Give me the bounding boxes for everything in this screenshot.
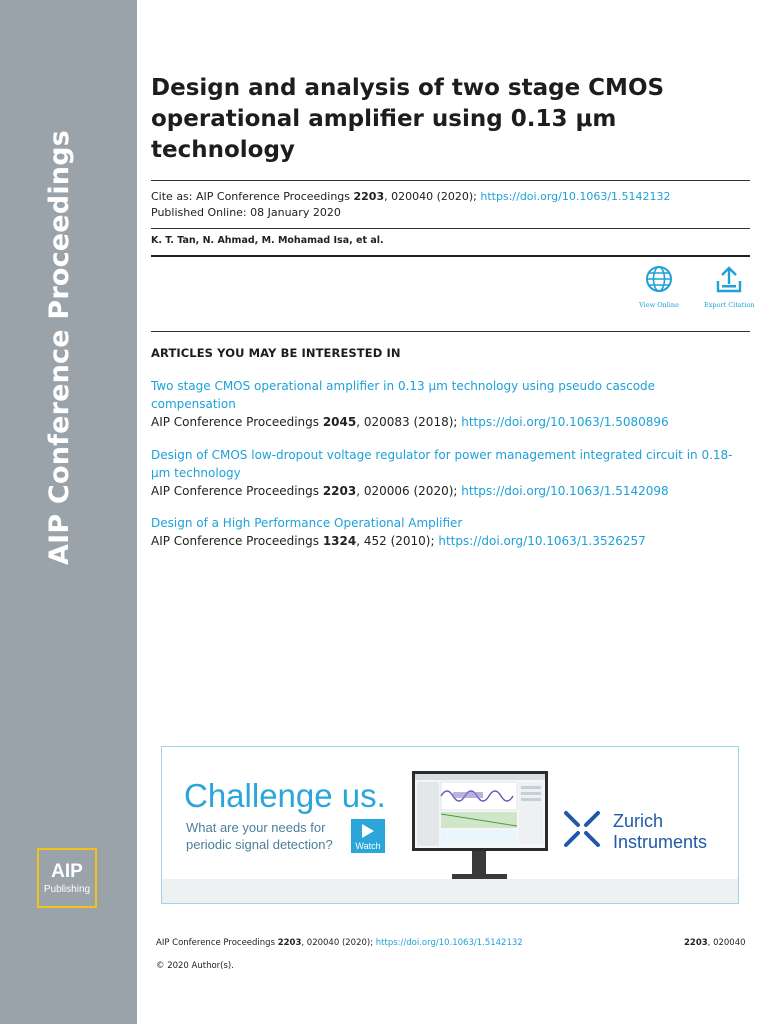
view-online-label: View Online bbox=[639, 301, 679, 309]
related-article-title-link[interactable]: Design of CMOS low-dropout voltage regulator for power management integrated circuit in 0.18-μm technology bbox=[151, 448, 733, 480]
ad-headline: Challenge us. bbox=[184, 777, 386, 814]
sidebar bbox=[0, 0, 137, 1024]
monitor-stand bbox=[472, 851, 486, 875]
cite-prefix: Cite as: AIP Conference Proceedings bbox=[151, 190, 354, 203]
ref-doi-link[interactable]: https://doi.org/10.1063/1.5080896 bbox=[461, 415, 669, 429]
footer-journal: AIP Conference Proceedings bbox=[156, 938, 278, 948]
footer-citation bbox=[156, 938, 523, 948]
brand-line-1: Zurich bbox=[613, 811, 664, 831]
export-citation-label: Export Citation bbox=[704, 301, 755, 309]
watch-label: Watch bbox=[355, 841, 381, 851]
related-article-reference bbox=[151, 482, 741, 500]
ref-rest: , 452 (2010); bbox=[356, 534, 439, 548]
footer-page-volume: 2203 bbox=[684, 938, 708, 948]
related-articles-heading: ARTICLES YOU MAY BE INTERESTED IN bbox=[151, 346, 401, 360]
divider bbox=[151, 255, 750, 257]
footer-rest: , 020040 (2020); bbox=[301, 938, 376, 948]
zurich-instruments-logo-icon bbox=[562, 809, 602, 849]
monitor-base bbox=[452, 874, 507, 879]
cite-doi-link[interactable]: https://doi.org/10.1063/1.5142132 bbox=[480, 190, 671, 203]
ref-rest: , 020006 (2020); bbox=[356, 484, 462, 498]
footer-volume: 2203 bbox=[277, 938, 302, 948]
related-article bbox=[151, 377, 741, 431]
related-article-title-link[interactable]: Design of a High Performance Operational Amplifier bbox=[151, 516, 463, 530]
journal-title-vertical: AIP Conference Proceedings bbox=[44, 129, 75, 565]
play-icon bbox=[362, 824, 374, 838]
related-article-reference bbox=[151, 413, 741, 431]
footer-page-number: , 020040 bbox=[707, 938, 746, 948]
published-date: Published Online: 08 January 2020 bbox=[151, 206, 341, 219]
divider bbox=[151, 180, 750, 181]
divider bbox=[151, 228, 750, 229]
zurich-instruments-brand bbox=[613, 811, 707, 853]
advertisement-banner[interactable] bbox=[161, 746, 739, 904]
citation-line bbox=[151, 189, 671, 204]
related-article-title-link[interactable]: Two stage CMOS operational amplifier in 0.13 μm technology using pseudo cascode compensation bbox=[151, 379, 656, 411]
related-article bbox=[151, 514, 741, 550]
logo-text-aip: AIP bbox=[51, 861, 83, 882]
authors: K. T. Tan, N. Ahmad, M. Mohamad Isa, et al. bbox=[151, 235, 384, 246]
ref-journal: AIP Conference Proceedings bbox=[151, 484, 323, 498]
cite-rest: , 020040 (2020); bbox=[384, 190, 481, 203]
ref-volume: 1324 bbox=[322, 534, 357, 548]
export-citation-button[interactable] bbox=[704, 264, 754, 309]
ref-doi-link[interactable]: https://doi.org/10.1063/1.5142098 bbox=[461, 484, 669, 498]
logo-text-publishing: Publishing bbox=[43, 884, 91, 895]
screen-graphics bbox=[415, 774, 545, 848]
copyright: © 2020 Author(s). bbox=[156, 961, 234, 971]
ref-doi-link[interactable]: https://doi.org/10.1063/1.3526257 bbox=[438, 534, 646, 548]
ref-journal: AIP Conference Proceedings bbox=[151, 534, 323, 548]
footer-page-ref bbox=[684, 938, 746, 948]
ad-footer-band bbox=[162, 879, 738, 903]
brand-line-2: Instruments bbox=[613, 832, 708, 852]
monitor-illustration bbox=[412, 771, 548, 851]
ad-subline: What are your needs for periodic signal detection? bbox=[186, 820, 333, 852]
related-article bbox=[151, 446, 741, 500]
divider bbox=[151, 331, 750, 332]
monitor-screen bbox=[415, 774, 545, 848]
globe-icon bbox=[644, 264, 674, 294]
footer-doi-link[interactable]: https://doi.org/10.1063/1.5142132 bbox=[375, 938, 523, 948]
ref-volume: 2045 bbox=[322, 415, 357, 429]
ref-journal: AIP Conference Proceedings bbox=[151, 415, 323, 429]
paper-title: Design and analysis of two stage CMOS operational amplifier using 0.13 μm technology bbox=[151, 75, 665, 163]
ref-rest: , 020083 (2018); bbox=[356, 415, 462, 429]
related-article-reference bbox=[151, 532, 741, 550]
watch-video-button[interactable] bbox=[351, 819, 385, 853]
view-online-button[interactable] bbox=[638, 264, 680, 309]
cite-volume: 2203 bbox=[353, 190, 385, 203]
ref-volume: 2203 bbox=[322, 484, 357, 498]
aip-publishing-logo[interactable] bbox=[37, 848, 97, 908]
export-icon bbox=[714, 264, 744, 294]
